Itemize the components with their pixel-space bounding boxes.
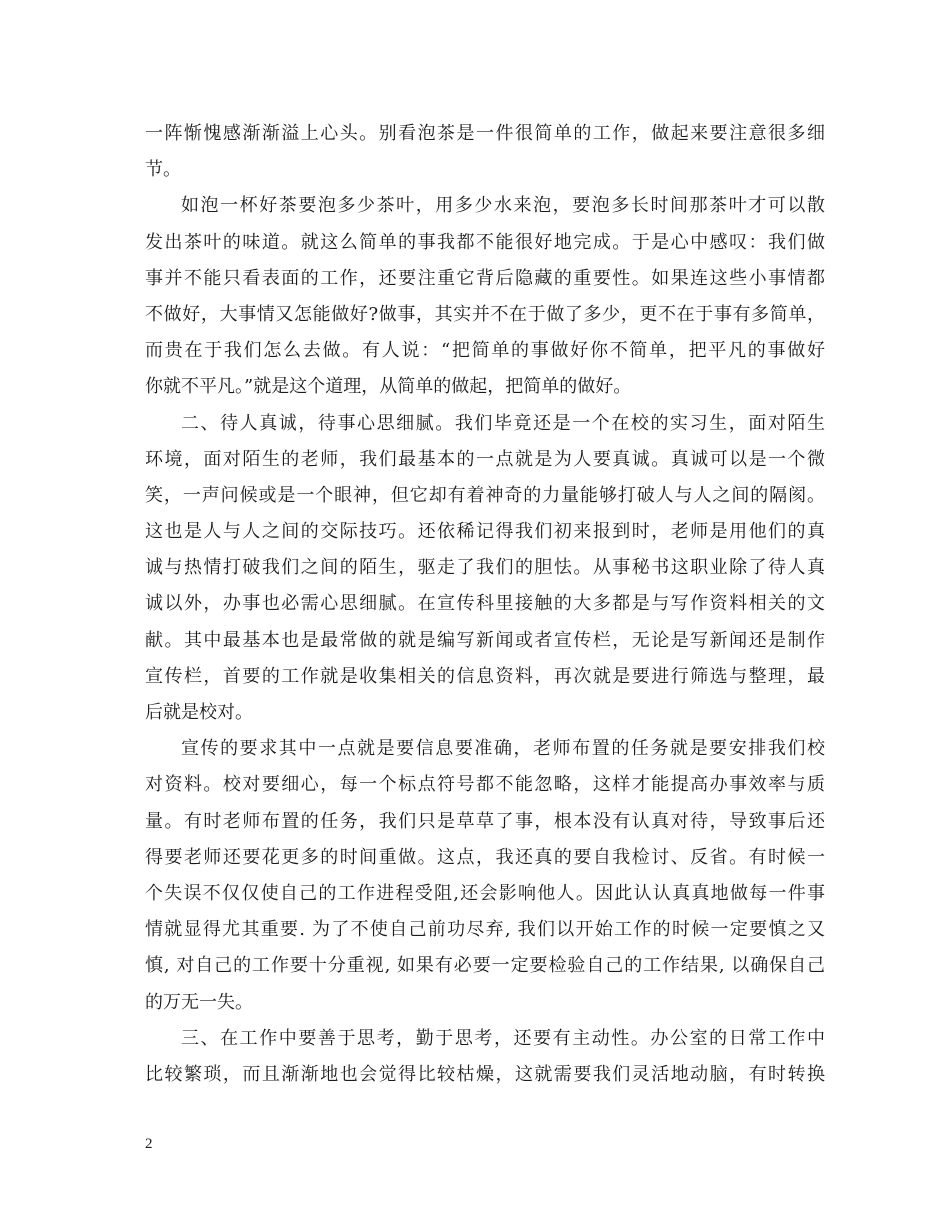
- text-line: 宣传的要求其中一点就是要信息要准确，老师布置的任务就是要安排我们校: [181, 738, 825, 760]
- text-line: 比较繁琐，而且渐渐地也会觉得比较枯燥，这就需要我们灵活地动脑，有时转换: [145, 1063, 825, 1085]
- body-text: [145, 116, 825, 1093]
- text-line: 你就不平凡。”就是这个道理，从简单的做起，把简单的做好。: [145, 376, 632, 398]
- text-line: 而贵在于我们怎么去做。有人说：“把简单的事做好你不简单，把平凡的事做好: [145, 340, 825, 362]
- text-line: 二、待人真诚，待事心思细腻。我们毕竟还是一个在校的实习生，面对陌生: [181, 412, 825, 434]
- text-line: 发出茶叶的味道。就这么简单的事我都不能很好地完成。于是心中感叹：我们做: [145, 231, 825, 253]
- text-line: 节。: [145, 159, 181, 181]
- page-number: 2: [145, 1136, 153, 1152]
- text-line: 环境，面对陌生的老师，我们最基本的一点就是为人要真诚。真诚可以是一个微: [145, 448, 825, 470]
- text-line: 如泡一杯好茶要泡多少茶叶，用多少水来泡，要泡多长时间那茶叶才可以散: [181, 195, 825, 217]
- text-line: 情就显得尤其重要. 为了不使自己前功尽弃, 我们以开始工作的时候一定要慎之又: [145, 919, 825, 941]
- text-line: 不做好，大事情又怎能做好?做事，其实并不在于做了多少，更不在于事有多简单，: [145, 303, 825, 325]
- text-line: 慎, 对自己的工作要十分重视, 如果有必要一定要检验自己的工作结果, 以确保自己: [145, 955, 825, 977]
- text-line: 献。其中最基本也是最常做的就是编写新闻或者宣传栏，无论是写新闻还是制作: [145, 629, 825, 651]
- text-line: 对资料。校对要细心，每一个标点符号都不能忽略，这样才能提高办事效率与质: [145, 774, 825, 796]
- text-line: 事并不能只看表面的工作，还要注重它背后隐藏的重要性。如果连这些小事情都: [145, 267, 825, 289]
- text-line: 的万无一失。: [145, 991, 253, 1013]
- text-line: 宣传栏，首要的工作就是收集相关的信息资料，再次就是要进行筛选与整理，最: [145, 665, 825, 687]
- text-line: 三、在工作中要善于思考，勤于思考，还要有主动性。办公室的日常工作中: [181, 1027, 825, 1049]
- text-line: 诚与热情打破我们之间的陌生，驱走了我们的胆怯。从事秘书这职业除了待人真: [145, 557, 825, 579]
- text-line: 一阵惭愧感渐渐溢上心头。别看泡茶是一件很简单的工作，做起来要注意很多细: [145, 123, 825, 144]
- text-line: 得要老师还要花更多的时间重做。这点，我还真的要自我检讨、反省。有时候一: [145, 846, 825, 868]
- text-line: 个失误不仅仅使自己的工作进程受阻,还会影响他人。因此认认真真地做每一件事: [145, 882, 825, 904]
- text-line: 笑，一声问候或是一个眼神，但它却有着神奇的力量能够打破人与人之间的隔阂。: [145, 484, 825, 506]
- text-line: 这也是人与人之间的交际技巧。还依稀记得我们初来报到时，老师是用他们的真: [145, 521, 825, 543]
- text-line: 量。有时老师布置的任务，我们只是草草了事，根本没有认真对待，导致事后还: [145, 810, 825, 832]
- text-line: 后就是校对。: [145, 702, 253, 723]
- text-line: 诚以外，办事也必需心思细腻。在宣传科里接触的大多都是与写作资料相关的文: [145, 593, 825, 615]
